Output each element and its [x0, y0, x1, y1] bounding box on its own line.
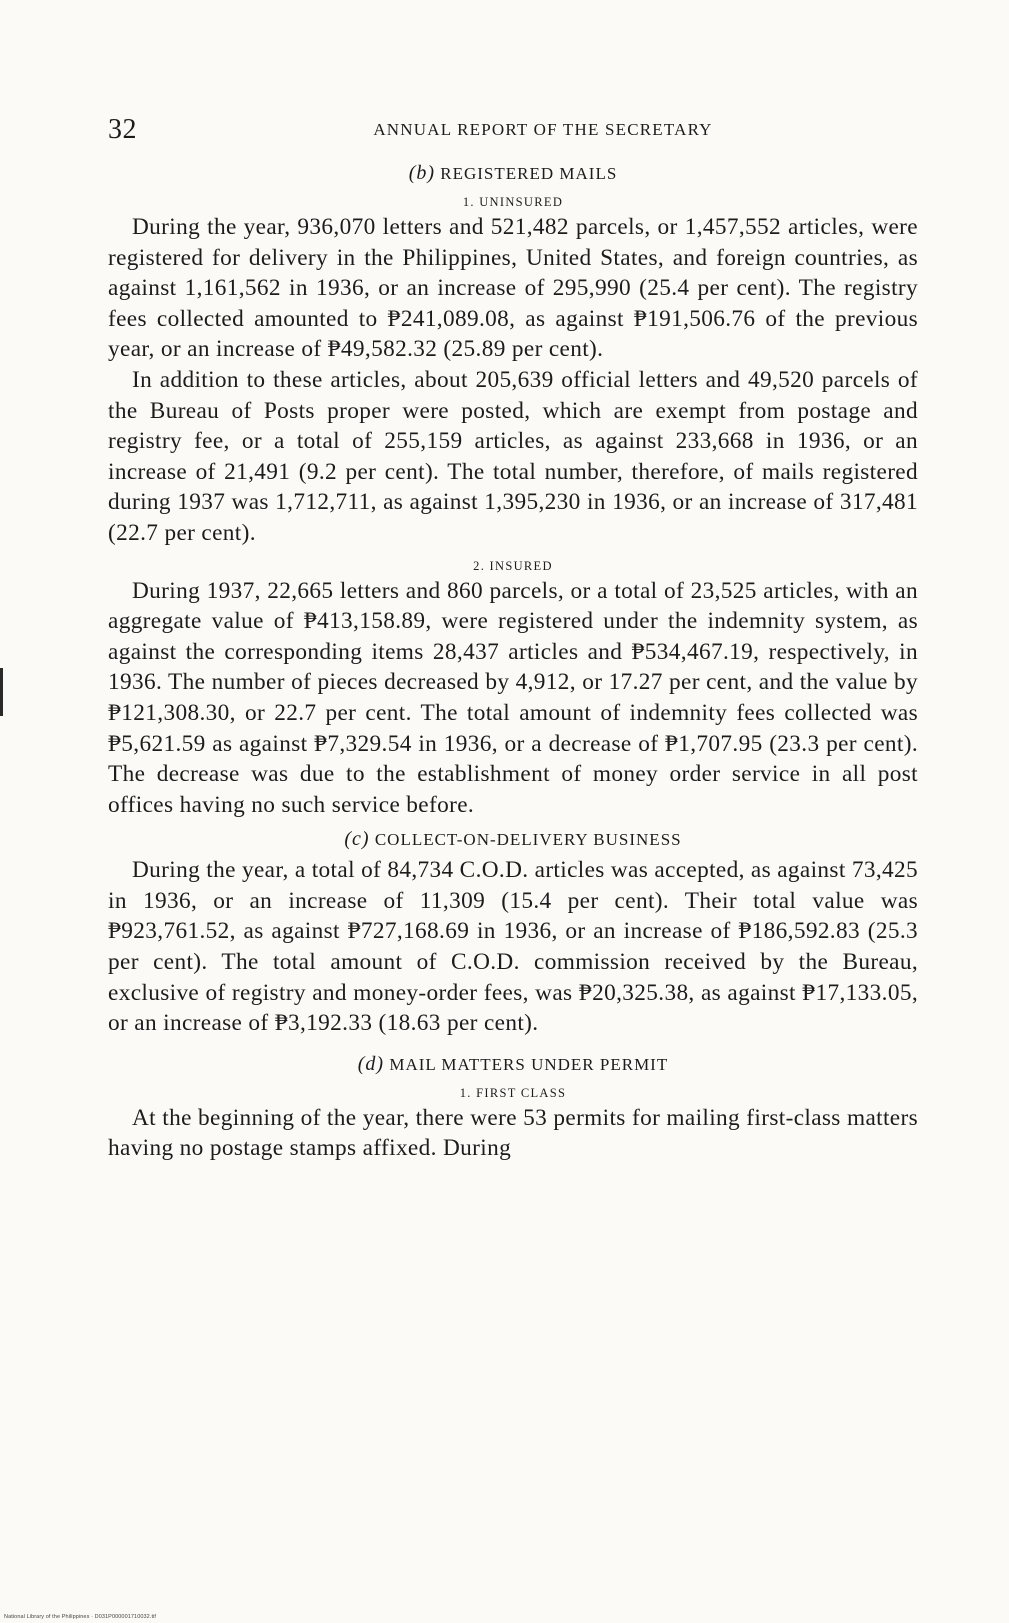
section-letter: (b) [408, 162, 436, 184]
document-page [108, 114, 918, 1164]
section-heading-cod [108, 828, 918, 851]
subsection-heading-uninsured: 1. UNINSURED [462, 195, 564, 209]
subsection-heading-insured: 2. INSURED [473, 558, 553, 573]
section-heading-registered-mails [108, 162, 918, 185]
page-number: 32 [108, 114, 137, 145]
paragraph: During 1937, 22,665 letters and 860 parcels, or a total of 23,525 articles, with an aggregate value of ₱413,158.89, were registered under the indemnity system, as against the corresponding items 28,437 articles and ₱534,467.19, respectively, in 1936. The number of pieces decreased by 4,912, or 17.27 per cent, and the value by ₱121,308.30, or 22.7 per cent. The total amount of indemnity fees collected was ₱5,621.59 as against ₱7,329.54 in 1936, or a decrease of ₱1,707.95 (23.3 per cent). The decrease was due to the establishment of money order service in all post offices having no such service before. [108, 577, 918, 818]
paragraph: During the year, 936,070 letters and 521,482 parcels, or 1,457,552 articles, were registered for delivery in the Philippines, United States, and foreign countries, as against 1,161,562 in 1936, or an increase of 295,990 (25.4 per cent). The registry fees collected amounted to ₱241,089.08, as against ₱191,506.76 of the previous year, or an increase of ₱49,582.32 (25.89 per cent). [108, 214, 918, 363]
paragraph: At the beginning of the year, there were 53 permits for mailing first-class matters having no postage stamps affixed. During [108, 1104, 918, 1162]
page-header [108, 114, 918, 154]
section-heading-permit [108, 1053, 918, 1076]
scan-credit: National Library of the Philippines · D031P000001710032.tif [4, 1614, 157, 1620]
section-title: COLLECT-ON-DELIVERY BUSINESS [374, 830, 682, 850]
section-letter: (c) [344, 828, 370, 851]
section-title: REGISTERED MAILS [440, 164, 618, 183]
section-title: MAIL MATTERS UNDER PERMIT [389, 1054, 669, 1074]
paragraph: During the year, a total of 84,734 C.O.D. articles was accepted, as against 73,425 in 1936, or an increase of 11,309 (15.4 per cent). Their total value was ₱923,761.52, as against ₱727,168.69 in 1936, or an increase of ₱186,592.83 (25.3 per cent). The total amount of C.O.D. commission received by the Bureau, exclusive of registry and money-order fees, was ₱20,325.38, as against ₱17,133.05, or an increase of ₱3,192.33 (18.63 per cent). [108, 857, 918, 1037]
subsection-heading-first-class: 1. FIRST CLASS [459, 1085, 567, 1100]
scan-edge-mark [0, 668, 3, 716]
section-letter: (d) [357, 1052, 385, 1075]
running-head: ANNUAL REPORT OF THE SECRETARY [373, 120, 713, 139]
paragraph: In addition to these articles, about 205,639 official letters and 49,520 parcels of the Bureau of Posts proper were posted, which are exempt from postage and registry fee, or a total of 255,159 articles, as against 233,668 in 1936, or an increase of 21,491 (9.2 per cent). The total number, therefore, of mails registered during 1937 was 1,712,711, as against 1,395,230 in 1936, or an increase of 317,481 (22.7 per cent). [108, 366, 918, 546]
